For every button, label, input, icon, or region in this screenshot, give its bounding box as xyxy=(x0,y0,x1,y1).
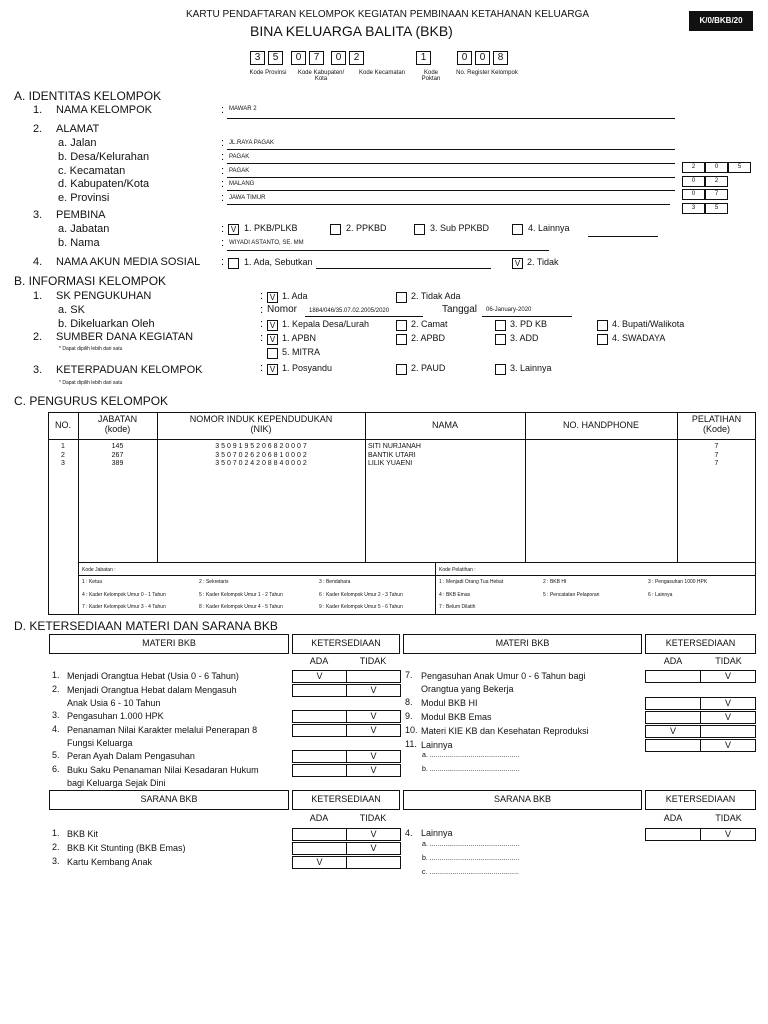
sk-ada-checkbox[interactable]: V xyxy=(267,292,278,303)
materi-text: Materi KIE KB dan Kesehatan Reproduksi xyxy=(421,726,589,736)
code-group-label: No. Register Kelompok xyxy=(456,70,518,76)
materi-number: 11. xyxy=(405,739,417,749)
code-digit-box[interactable]: 1 xyxy=(416,51,431,65)
section-c-title: C. PENGURUS KELOMPOK xyxy=(14,394,169,408)
code-digit-box[interactable]: 0 xyxy=(291,51,306,65)
sarana-right-tidak-cell[interactable]: V xyxy=(700,828,756,841)
code-digit-box[interactable]: 0 xyxy=(457,51,472,65)
wilayah-code-box[interactable]: 0 xyxy=(682,176,705,187)
wilayah-code-box[interactable]: 5 xyxy=(728,162,751,173)
ada-cell[interactable] xyxy=(645,739,701,752)
dana-option-label: 3. ADD xyxy=(510,333,539,343)
b3-number: 3. xyxy=(33,364,43,376)
code-digit-box[interactable]: 2 xyxy=(349,51,364,65)
tidak-cell[interactable] xyxy=(700,725,756,738)
tidak-cell[interactable]: V xyxy=(346,828,401,841)
section-b-title: B. INFORMASI KELOMPOK xyxy=(14,274,167,288)
a4-label: NAMA AKUN MEDIA SOSIAL xyxy=(56,256,201,268)
dana-checkbox[interactable] xyxy=(396,334,407,345)
sk-oleh-checkbox[interactable] xyxy=(597,320,608,331)
alamat-item-label: a. Jalan xyxy=(58,137,97,149)
a1-number: 1. xyxy=(33,104,43,116)
ada-cell[interactable]: V xyxy=(645,725,701,738)
pengurus-header-divider xyxy=(48,439,756,440)
th-no: NO. xyxy=(54,420,71,430)
sarana-lainnya-b[interactable]: b. .............................................. xyxy=(422,855,520,862)
ada-cell[interactable] xyxy=(645,697,701,710)
medsos-tidak-label: 2. Tidak xyxy=(527,257,559,267)
alamat-item-line xyxy=(227,149,675,150)
kode-jabatan-item: 7 : Kader Kelompok Umur 3 - 4 Tahun xyxy=(82,604,166,610)
b1-label: SK PENGUKUHAN xyxy=(56,290,152,302)
pembina-checkbox[interactable] xyxy=(512,224,523,235)
materi-number: 6. xyxy=(52,764,60,774)
tidak-cell[interactable] xyxy=(346,856,401,869)
kode-jabatan-item: 1 : Ketua xyxy=(82,579,103,585)
pengurus-nama[interactable]: LILIK YUAENI xyxy=(368,460,413,467)
materi-left-ket-header: KETERSEDIAAN xyxy=(311,638,381,648)
sk-nomor-value[interactable]: 1884/046/35.07.02.2005/2020 xyxy=(309,308,390,314)
dana-colon: : xyxy=(260,332,264,344)
materi-number: 9. xyxy=(405,711,413,721)
materi-text: Kartu Kembang Anak xyxy=(67,857,153,867)
alamat-item-line xyxy=(227,177,675,178)
materi-text: Penanaman Nilai Karakter melalui Penerapan 8 Fungsi Keluarga xyxy=(67,725,258,748)
pembina-checkbox[interactable]: V xyxy=(228,224,239,235)
alamat-item-value[interactable]: JL.RAYA PAGAK xyxy=(229,140,275,146)
sk-oleh-checkbox[interactable] xyxy=(396,320,407,331)
pembina-option-label: 2. PPKBD xyxy=(346,223,387,233)
section-a-title: A. IDENTITAS KELOMPOK xyxy=(14,89,162,103)
b2-label: SUMBER DANA KEGIATAN xyxy=(56,331,194,343)
sk-nomor-line xyxy=(305,316,423,317)
sk-tanggal-label: Tanggal xyxy=(442,304,478,315)
a1-colon: : xyxy=(221,104,225,116)
dana-checkbox[interactable] xyxy=(597,334,608,345)
sk-oleh-colon: : xyxy=(260,318,264,330)
sarana-left-ada: ADA xyxy=(309,813,329,823)
alamat-item-value[interactable]: JAWA TIMUR xyxy=(229,195,266,201)
kode-jabatan-item: 2 : Sekretaris xyxy=(199,579,229,585)
ada-cell[interactable] xyxy=(292,684,347,697)
kode-jabatan-item: 8 : Kader Kelompok Umur 4 - 5 Tahun xyxy=(199,604,283,610)
keterpaduan-checkbox[interactable] xyxy=(396,364,407,375)
pengurus-no: 1 xyxy=(61,443,65,450)
dana-option-label: 1. APBN xyxy=(282,333,317,343)
dana-option-label: 2. APBD xyxy=(411,333,446,343)
materi-left-ada: ADA xyxy=(309,656,329,666)
ada-cell[interactable]: V xyxy=(292,856,347,869)
pembina-nama-line xyxy=(227,250,549,251)
pembina-option-label: 4. Lainnya xyxy=(528,223,570,233)
code-digit-box[interactable]: 7 xyxy=(309,51,324,65)
dana-checkbox[interactable]: V xyxy=(267,334,278,345)
code-digit-box[interactable]: 0 xyxy=(331,51,346,65)
pengurus-nik[interactable]: 3 5 0 7 0 2 4 2 0 8 8 4 0 0 0 2 xyxy=(215,460,307,467)
pembina-jabatan-label: a. Jabatan xyxy=(58,223,110,235)
materi-left-tidak: TIDAK xyxy=(359,656,387,666)
materi-number: 10. xyxy=(405,725,418,735)
pengurus-pelatihan[interactable]: 7 xyxy=(714,443,719,450)
pembina-jabatan-colon: : xyxy=(221,223,225,235)
medsos-colon: : xyxy=(221,256,225,268)
th-nama: NAMA xyxy=(431,420,458,430)
kode-pelatihan-item: 2 : BKB HI xyxy=(543,579,567,585)
pembina-checkbox[interactable] xyxy=(414,224,425,235)
materi-text: Menjadi Orangtua Hebat dalam Mengasuh Anak Usia 6 - 10 Tahun xyxy=(67,685,237,708)
ada-cell[interactable] xyxy=(292,750,347,763)
wilayah-code-box[interactable]: 5 xyxy=(705,203,728,214)
tidak-cell[interactable]: V xyxy=(346,684,401,697)
keterpaduan-colon: : xyxy=(260,362,264,374)
tidak-cell[interactable]: V xyxy=(346,724,401,737)
alamat-item-label: d. Kabupaten/Kota xyxy=(58,178,150,190)
tidak-cell[interactable]: V xyxy=(700,697,756,710)
sarana-right-ada-cell[interactable] xyxy=(645,828,701,841)
materi-lainnya-b[interactable]: b. .............................................. xyxy=(422,766,520,773)
sk-a-label: a. SK xyxy=(58,304,85,316)
materi-right-header: MATERI BKB xyxy=(495,638,550,648)
sk-tanggal-line xyxy=(482,316,572,317)
a3-number: 3. xyxy=(33,209,43,221)
code-group-label: Kode Poktan xyxy=(421,70,441,82)
tidak-cell[interactable]: V xyxy=(346,750,401,763)
medsos-ada-checkbox[interactable] xyxy=(228,258,239,269)
materi-number: 2. xyxy=(52,842,60,852)
kode-jabatan-title: Kode Jabatan : xyxy=(82,567,116,573)
tidak-cell[interactable]: V xyxy=(346,764,401,777)
kode-jabatan-item: 4 : Kader Kelompok Umur 0 - 1 Tahun xyxy=(82,592,166,598)
kode-pelatihan-divider xyxy=(435,575,756,576)
alamat-item-value[interactable]: PAGAK xyxy=(229,154,250,160)
kode-jabatan-item: 3 : Bendahara xyxy=(319,579,351,585)
sk-tidak-label: 2. Tidak Ada xyxy=(411,291,461,301)
wilayah-code-box[interactable]: 3 xyxy=(682,203,705,214)
pengurus-jabatan[interactable]: 389 xyxy=(111,460,124,467)
ada-cell[interactable] xyxy=(645,670,701,683)
sarana-right-ada: ADA xyxy=(663,813,683,823)
alamat-item-label: c. Kecamatan xyxy=(58,165,126,177)
materi-number: 8. xyxy=(405,697,413,707)
pengurus-nik[interactable]: 3 5 0 7 0 2 6 2 0 6 8 1 0 0 0 2 xyxy=(215,451,307,459)
kode-box-divider xyxy=(435,562,436,615)
materi-text: BKB Kit Stunting (BKB Emas) xyxy=(67,843,186,853)
code-digit-box[interactable]: 5 xyxy=(268,51,283,65)
kode-pelatihan-title: Kode Pelatihan : xyxy=(439,567,476,573)
medsos-ada-label: 1. Ada, Sebutkan xyxy=(244,257,313,267)
materi-right-tidak: TIDAK xyxy=(715,656,742,666)
a4-number: 4. xyxy=(33,256,43,268)
code-group-label: Kode Provinsi xyxy=(249,70,287,76)
tidak-cell[interactable]: V xyxy=(700,670,756,683)
sk-nomor-colon: : xyxy=(260,304,264,316)
col-divider-hp xyxy=(677,412,678,562)
pembina-checkbox[interactable] xyxy=(330,224,341,235)
ada-cell[interactable] xyxy=(292,724,347,737)
keterpaduan-option-label: 1. Posyandu xyxy=(282,363,333,373)
ada-cell[interactable] xyxy=(645,711,701,724)
wilayah-code-box[interactable]: 7 xyxy=(705,189,728,200)
a1-label: NAMA KELOMPOK xyxy=(56,104,152,116)
tidak-cell[interactable]: V xyxy=(346,842,401,855)
kode-jabatan-item: 6 : Kader Kelompok Umur 2 - 3 Tahun xyxy=(319,592,403,598)
dana-checkbox[interactable] xyxy=(267,348,278,359)
sarana-right-header: SARANA BKB xyxy=(493,794,552,804)
materi-text: Buku Saku Penanaman Nilai Kesadaran Hukum bagi Keluarga Sejak Dini xyxy=(67,765,259,788)
sk-oleh-label: 3. PD KB xyxy=(510,319,548,329)
col-divider-jabatan xyxy=(157,412,158,562)
dana-checkbox[interactable] xyxy=(495,334,506,345)
materi-right-ket-header: KETERSEDIAAN xyxy=(665,638,736,648)
sk-oleh-checkbox[interactable]: V xyxy=(267,320,278,331)
medsos-tidak-checkbox[interactable]: V xyxy=(512,258,523,269)
kode-pelatihan-item: 7 : Belum Dilatih xyxy=(439,604,476,610)
col-divider-nama xyxy=(525,412,526,562)
alamat-item-line xyxy=(227,204,670,205)
pengurus-jabatan[interactable]: 267 xyxy=(111,451,124,459)
materi-number: 3. xyxy=(52,856,60,866)
kode-box-top xyxy=(78,562,756,563)
materi-number: 1. xyxy=(52,670,60,680)
keterpaduan-option-label: 2. PAUD xyxy=(411,363,446,373)
nama-kelompok-line xyxy=(227,118,675,119)
alamat-item-value[interactable]: PAGAK xyxy=(229,168,250,174)
kode-jabatan-item: 5 : Kader Kelompok Umur 1 - 2 Tahun xyxy=(199,592,283,598)
sarana-right-tidak: TIDAK xyxy=(715,813,742,823)
wilayah-code-box[interactable]: 0 xyxy=(682,189,705,200)
materi-lainnya-a[interactable]: a. .............................................. xyxy=(422,752,520,759)
sarana-right-text: Lainnya xyxy=(421,828,453,838)
sk-nomor-label: Nomor xyxy=(267,304,298,315)
kode-jabatan-divider xyxy=(78,575,435,576)
b1-colon: : xyxy=(260,290,264,302)
materi-text: Modul BKB Emas xyxy=(421,712,492,722)
materi-text: Pengasuhan Anak Umur 0 - 6 Tahun bagi Orangtua yang Bekerja xyxy=(421,671,586,694)
sarana-left-header: SARANA BKB xyxy=(140,794,198,804)
th-hp: NO. HANDPHONE xyxy=(562,420,639,430)
alamat-colon: : xyxy=(221,165,225,177)
form-code-badge: K/0/BKB/20 xyxy=(689,11,753,31)
pengurus-no: 2 xyxy=(61,451,65,459)
dana-option-label: 4. SWADAYA xyxy=(612,333,666,343)
ada-cell[interactable] xyxy=(292,828,347,841)
materi-text: Peran Ayah Dalam Pengasuhan xyxy=(67,751,195,761)
alamat-item-label: b. Desa/Kelurahan xyxy=(58,151,150,163)
sk-ada-label: 1. Ada xyxy=(282,291,308,301)
alamat-colon: : xyxy=(221,178,225,190)
dana-option-label: 5. MITRA xyxy=(282,347,321,357)
materi-text: Lainnya xyxy=(421,740,453,750)
sarana-lainnya-a[interactable]: a. .............................................. xyxy=(422,841,520,848)
ada-cell[interactable] xyxy=(292,764,347,777)
materi-text: Menjadi Orangtua Hebat (Usia 0 - 6 Tahun) xyxy=(67,671,239,681)
keterpaduan-checkbox[interactable]: V xyxy=(267,364,278,375)
th-jabatan: JABATAN (kode) xyxy=(97,414,138,434)
tidak-cell[interactable]: V xyxy=(700,711,756,724)
sarana-left-tidak: TIDAK xyxy=(359,813,387,823)
alamat-colon: : xyxy=(221,192,225,204)
alamat-colon: : xyxy=(221,137,225,149)
sarana-left-ket-header: KETERSEDIAAN xyxy=(311,794,381,804)
code-digit-box[interactable]: 0 xyxy=(475,51,490,65)
tidak-cell[interactable]: V xyxy=(346,710,401,723)
pengurus-nama[interactable]: SITI NURJANAH xyxy=(368,443,421,450)
tidak-cell[interactable]: V xyxy=(700,739,756,752)
materi-number: 5. xyxy=(52,750,60,760)
sarana-right-number: 4. xyxy=(405,828,413,838)
th-nik: NOMOR INDUK KEPENDUDUKAN (NIK) xyxy=(189,414,333,434)
keterpaduan-option-label: 3. Lainnya xyxy=(510,363,552,373)
wilayah-code-box[interactable]: 2 xyxy=(682,162,705,173)
pengurus-pelatihan[interactable]: 7 xyxy=(714,451,719,459)
ada-cell[interactable] xyxy=(292,842,347,855)
ada-cell[interactable]: V xyxy=(292,670,347,683)
materi-number: 4. xyxy=(52,724,60,734)
sk-oleh-label: 1. Kepala Desa/Lurah xyxy=(282,319,370,329)
alamat-item-label: e. Provinsi xyxy=(58,192,110,204)
materi-text: Pengasuhan 1.000 HPK xyxy=(67,711,164,721)
pembina-nama-colon: : xyxy=(221,237,225,249)
a2-number: 2. xyxy=(33,123,43,135)
a2-label: ALAMAT xyxy=(56,123,100,135)
pengurus-nama[interactable]: BANTIK UTARI xyxy=(368,451,416,459)
code-group-label: Kode Kecamatan xyxy=(358,70,406,76)
b1-number: 1. xyxy=(33,290,43,302)
wilayah-code-box[interactable]: 0 xyxy=(705,162,728,173)
code-group-label: Kode Kabupaten/ Kota xyxy=(297,70,345,82)
alamat-colon: : xyxy=(221,151,225,163)
ada-cell[interactable] xyxy=(292,710,347,723)
section-d-title: D. KETERSEDIAAN MATERI DAN SARANA BKB xyxy=(14,619,278,633)
pengurus-jabatan[interactable]: 145 xyxy=(111,443,124,450)
b2-number: 2. xyxy=(33,331,43,343)
sk-oleh-checkbox[interactable] xyxy=(495,320,506,331)
keterpaduan-checkbox[interactable] xyxy=(495,364,506,375)
materi-number: 3. xyxy=(52,710,60,720)
kode-pelatihan-item: 3 : Pengasuhan 1000 HPK xyxy=(648,579,708,585)
kode-jabatan-item: 9 : Kader Kelompok Umur 5 - 6 Tahun xyxy=(319,604,403,610)
kode-pelatihan-item: 4 : BKB Emas xyxy=(439,592,471,598)
pembina-nama-label: b. Nama xyxy=(58,237,100,249)
pengurus-pelatihan[interactable]: 7 xyxy=(714,460,719,467)
form-title-line1: KARTU PENDAFTARAN KELOMPOK KEGIATAN PEMBINAAN KETAHANAN KELUARGA xyxy=(186,9,590,20)
b3-label: KETERPADUAN KELOMPOK xyxy=(56,364,203,376)
alamat-item-line xyxy=(227,190,675,191)
sk-tanggal-value[interactable]: 06-January-2020 xyxy=(486,307,532,313)
kode-pelatihan-item: 6 : Lainnya xyxy=(648,592,673,598)
a3-label: PEMBINA xyxy=(56,209,106,221)
medsos-ada-line xyxy=(316,268,491,269)
materi-number: 1. xyxy=(52,828,60,838)
sk-b-label: b. Dikeluarkan Oleh xyxy=(58,318,155,330)
pengurus-no: 3 xyxy=(61,460,65,467)
pembina-nama-value[interactable]: WIYADI ASTANTO, SE. MM xyxy=(229,240,304,246)
code-digit-box[interactable]: 8 xyxy=(493,51,508,65)
nama-kelompok-value[interactable]: MAWAR 2 xyxy=(229,106,257,112)
pembina-option-label: 1. PKB/PLKB xyxy=(244,223,298,233)
th-pelatihan: PELATIHAN (Kode) xyxy=(691,414,742,434)
wilayah-code-box[interactable]: 2 xyxy=(705,176,728,187)
materi-number: 7. xyxy=(405,670,413,680)
materi-number: 2. xyxy=(52,684,60,694)
materi-text: Modul BKB HI xyxy=(421,698,478,708)
materi-right-ada: ADA xyxy=(663,656,683,666)
sk-tidak-checkbox[interactable] xyxy=(396,292,407,303)
kode-pelatihan-item: 5 : Pencatatan Pelaporan xyxy=(543,592,600,598)
sarana-lainnya-c[interactable]: c. .............................................. xyxy=(422,869,519,876)
pembina-option-label: 3. Sub PPKBD xyxy=(430,223,490,233)
dana-note: * Dapat dipilih lebih dari satu xyxy=(59,346,123,352)
alamat-item-line xyxy=(227,163,675,164)
pengurus-nik[interactable]: 3 5 0 9 1 9 5 2 0 6 8 2 0 0 0 7 xyxy=(215,443,307,450)
tidak-cell[interactable] xyxy=(346,670,401,683)
form-title-line2: BINA KELUARGA BALITA (BKB) xyxy=(250,23,453,39)
sk-oleh-label: 4. Bupati/Walikota xyxy=(612,319,685,329)
sarana-right-ket-header: KETERSEDIAAN xyxy=(665,794,736,804)
materi-left-header: MATERI BKB xyxy=(142,638,196,648)
materi-text: BKB Kit xyxy=(67,829,99,839)
kode-pelatihan-item: 1 : Menjadi Orang Tua Hebat xyxy=(439,579,504,585)
alamat-item-value[interactable]: MALANG xyxy=(229,181,255,187)
pembina-lainnya-line xyxy=(588,236,658,237)
col-divider-nik xyxy=(365,412,366,562)
code-digit-box[interactable]: 3 xyxy=(250,51,265,65)
sk-oleh-label: 2. Camat xyxy=(411,319,448,329)
keterpaduan-note: * Dapat dipilih lebih dari satu xyxy=(59,380,123,386)
